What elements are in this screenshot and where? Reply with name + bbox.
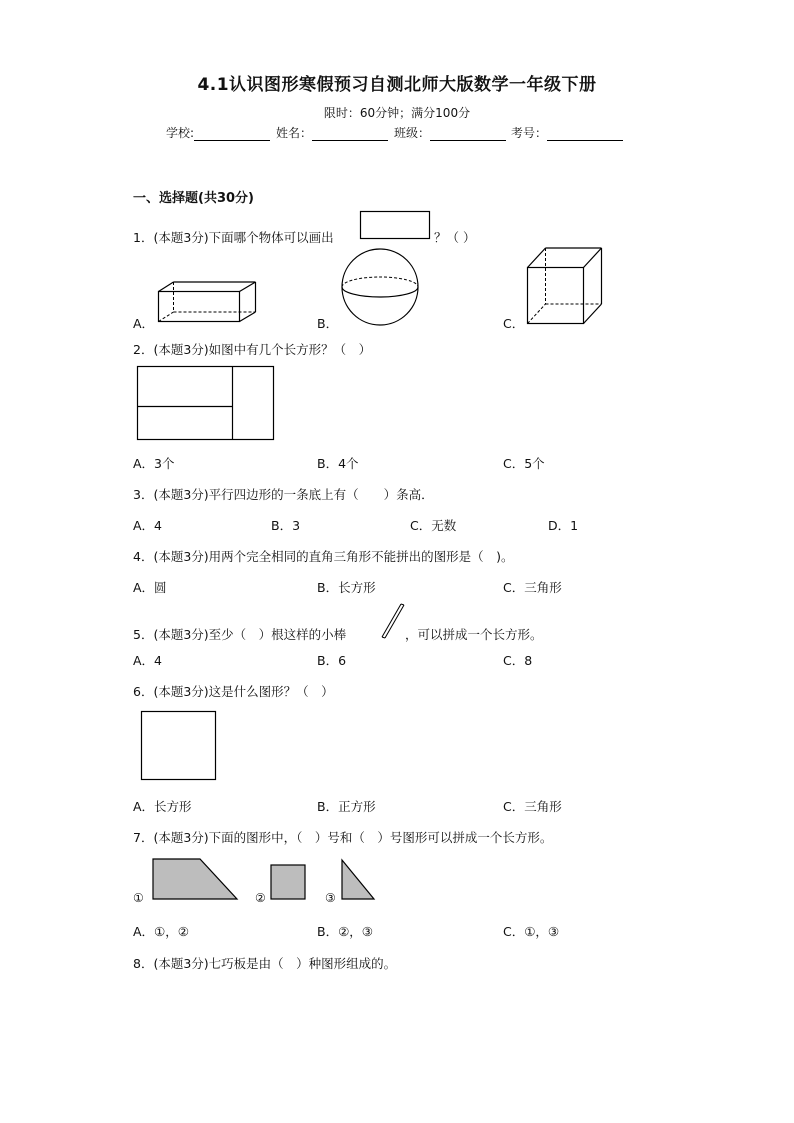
q5-option-a[interactable]: A．4 bbox=[133, 653, 163, 668]
q2-option-a[interactable]: A．3个 bbox=[133, 456, 175, 471]
trapezoid-figure bbox=[150, 857, 240, 901]
q7-option-a[interactable]: A．①，② bbox=[133, 924, 189, 939]
name-blank[interactable] bbox=[312, 128, 388, 141]
question-4-stem: 4．(本题3分)用两个完全相同的直角三角形不能拼出的图形是（ )。 bbox=[133, 549, 514, 564]
rectangle-count-figure bbox=[137, 366, 275, 441]
q3-option-c[interactable]: C．无数 bbox=[410, 518, 457, 533]
question-2-stem: 2．(本题3分)如图中有几个长方形？（ ） bbox=[133, 342, 372, 357]
class-blank[interactable] bbox=[430, 128, 506, 141]
section-heading: 一、选择题(共30分) bbox=[133, 191, 254, 206]
question-6-stem: 6．(本题3分)这是什么图形？（ ） bbox=[133, 684, 334, 699]
q5-option-c[interactable]: C．8 bbox=[503, 653, 533, 668]
q5-option-b[interactable]: B．6 bbox=[317, 653, 347, 668]
field-name: 姓名： bbox=[276, 124, 388, 141]
q6-option-b[interactable]: B．正方形 bbox=[317, 799, 376, 814]
field-exam-no: 考号： bbox=[511, 124, 623, 141]
field-class: 班级： bbox=[394, 124, 506, 141]
shape-label-1: ① bbox=[133, 891, 144, 905]
shape-label-2: ② bbox=[255, 891, 266, 905]
question-8-stem: 8．(本题3分)七巧板是由（ ）种图形组成的。 bbox=[133, 956, 397, 971]
q4-option-a[interactable]: A．圆 bbox=[133, 580, 167, 595]
exam-no-blank[interactable] bbox=[547, 128, 623, 141]
time-limit: 限时：60分钟；满分100分 bbox=[323, 106, 471, 120]
question-1-stem-a: 1．(本题3分)下面哪个物体可以画出 bbox=[133, 230, 334, 245]
rectangle-figure bbox=[360, 211, 430, 239]
shape-label-3: ③ bbox=[325, 891, 336, 905]
question-3-stem: 3．(本题3分)平行四边形的一条底上有（ ）条高． bbox=[133, 487, 434, 502]
q1-option-a[interactable]: A． bbox=[133, 316, 155, 331]
q6-option-a[interactable]: A．长方形 bbox=[133, 799, 192, 814]
question-7-stem: 7．(本题3分)下面的图形中，（ ）号和（ ）号图形可以拼成一个长方形。 bbox=[133, 830, 553, 845]
school-blank[interactable] bbox=[194, 128, 270, 141]
q6-option-c[interactable]: C．三角形 bbox=[503, 799, 562, 814]
cube-figure bbox=[527, 245, 603, 327]
square-figure bbox=[141, 711, 217, 781]
q7-option-b[interactable]: B．②，③ bbox=[317, 924, 373, 939]
q1-option-b[interactable]: B． bbox=[317, 316, 339, 331]
q2-option-c[interactable]: C．5个 bbox=[503, 456, 545, 471]
q3-option-a[interactable]: A．4 bbox=[133, 518, 163, 533]
stick-icon bbox=[380, 602, 406, 640]
right-triangle-figure bbox=[339, 858, 377, 901]
q1-option-c[interactable]: C． bbox=[503, 316, 525, 331]
q7-option-c[interactable]: C．①，③ bbox=[503, 924, 560, 939]
cuboid-figure bbox=[158, 281, 258, 323]
q3-option-b[interactable]: B．3 bbox=[271, 518, 301, 533]
small-square-figure bbox=[270, 864, 308, 901]
sphere-figure bbox=[340, 247, 420, 327]
question-1-stem-b: ？（ ） bbox=[434, 230, 476, 245]
field-school: 学校: bbox=[166, 124, 270, 141]
question-5-stem-a: 5．(本题3分)至少（ ）根这样的小棒 bbox=[133, 627, 347, 642]
q3-option-d[interactable]: D．1 bbox=[548, 518, 579, 533]
page-title: 4.1认识图形寒假预习自测北师大版数学一年级下册 bbox=[197, 75, 597, 95]
q4-option-c[interactable]: C．三角形 bbox=[503, 580, 562, 595]
q2-option-b[interactable]: B．4个 bbox=[317, 456, 359, 471]
question-5-stem-b: ，可以拼成一个长方形。 bbox=[405, 627, 543, 642]
q4-option-b[interactable]: B．长方形 bbox=[317, 580, 376, 595]
